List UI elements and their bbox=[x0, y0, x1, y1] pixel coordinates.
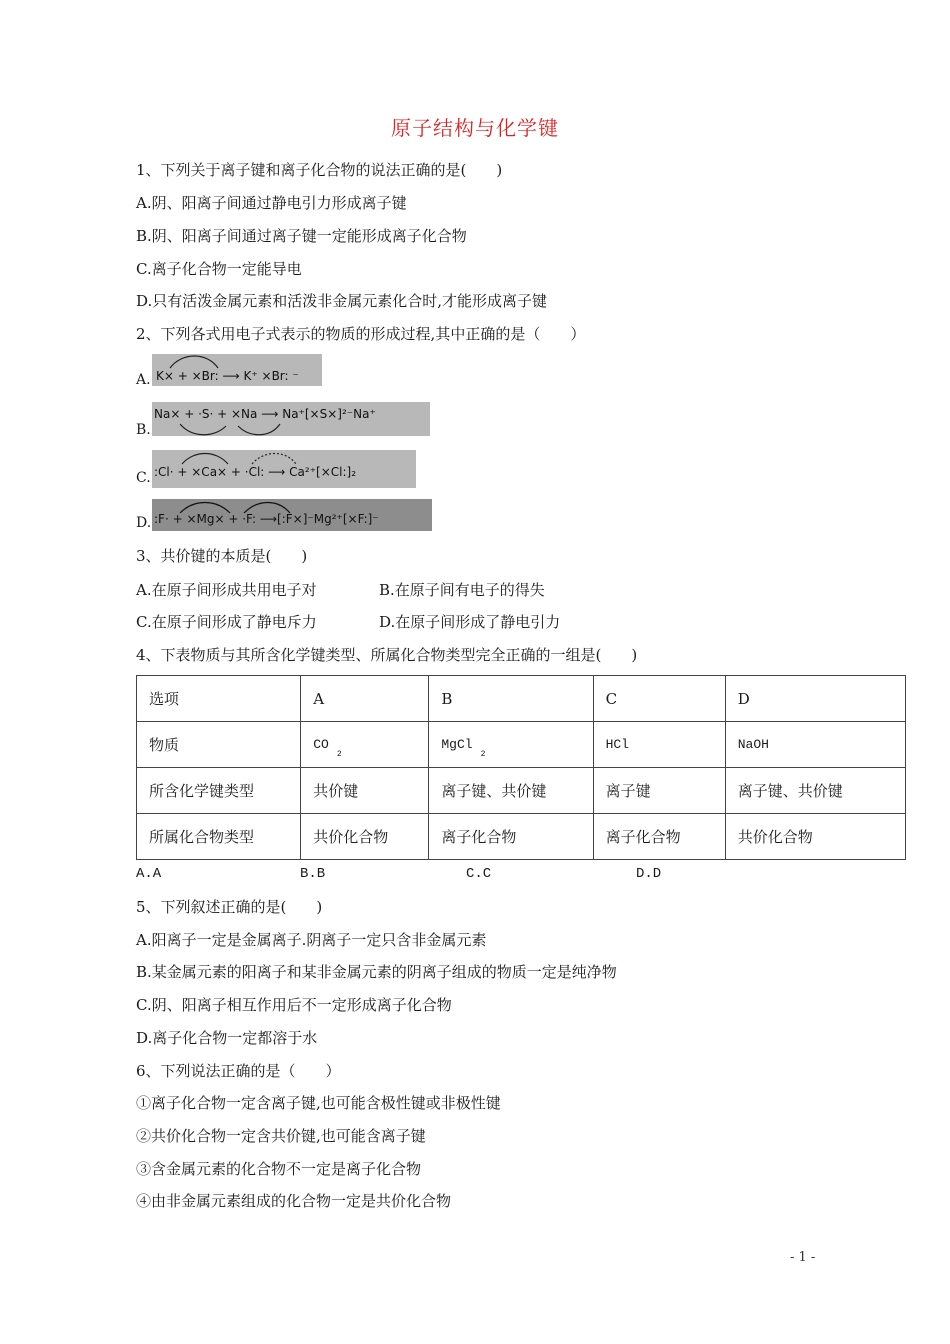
table-cell: C bbox=[593, 676, 725, 722]
q2-figure-b-text: Na× + ·S· + ×Na ⟶ Na⁺[×S×]²⁻Na⁺ bbox=[154, 407, 376, 421]
table-cell: 离子键 bbox=[593, 768, 725, 814]
table-cell: 共价化合物 bbox=[301, 814, 429, 860]
q3-option-c: C.在原子间形成了静电斥力 bbox=[136, 613, 317, 631]
table-cell: B bbox=[429, 676, 593, 722]
q4-stem: 4、下表物质与其所含化学键类型、所属化合物类型完全正确的一组是( ) bbox=[136, 646, 638, 664]
q2-figure-b bbox=[152, 402, 430, 436]
q2-figure-d-text: :F· + ×Mg× + ·F: ⟶[:F×]⁻Mg²⁺[×F:]⁻ bbox=[154, 512, 379, 526]
table-cell: 离子键、共价键 bbox=[429, 768, 593, 814]
q3-stem: 3、共价键的本质是( ) bbox=[136, 547, 308, 565]
table-cell: D bbox=[725, 676, 905, 722]
table-cell-formula bbox=[429, 722, 593, 768]
q2-label-a: A. bbox=[136, 372, 151, 388]
table-cell: HCl bbox=[593, 722, 725, 768]
q1-option-a: A.阴、阳离子间通过静电引力形成离子键 bbox=[136, 194, 407, 212]
q6-statement-1: ①离子化合物一定含离子键,也可能含极性键或非极性键 bbox=[136, 1094, 501, 1112]
table-cell: NaOH bbox=[725, 722, 905, 768]
table-cell: 所含化学键类型 bbox=[137, 768, 301, 814]
q3-option-d: D.在原子间形成了静电引力 bbox=[379, 613, 561, 631]
table-cell: 所属化合物类型 bbox=[137, 814, 301, 860]
table-cell: 离子键、共价键 bbox=[725, 768, 905, 814]
table-row bbox=[137, 768, 906, 814]
table-row bbox=[137, 676, 906, 722]
q4-option-c: C.C bbox=[466, 866, 492, 882]
q1-option-c: C.离子化合物一定能导电 bbox=[136, 260, 302, 278]
table-cell: 物质 bbox=[137, 722, 301, 768]
q3-option-b: B.在原子间有电子的得失 bbox=[379, 581, 545, 599]
q5-option-c: C.阴、阳离子相互作用后不一定形成离子化合物 bbox=[136, 996, 452, 1014]
formula-mgcl: MgCl bbox=[441, 737, 473, 752]
q2-figure-c-text: :Cl· + ×Ca× + ·Cl: ⟶ Ca²⁺[×Cl:]₂ bbox=[154, 465, 357, 479]
table-cell-formula bbox=[301, 722, 429, 768]
q2-label-c: C. bbox=[136, 470, 151, 486]
table-row bbox=[137, 722, 906, 768]
q1-option-d: D.只有活泼金属元素和活泼非金属元素化合时,才能形成离子键 bbox=[136, 292, 548, 310]
formula-co: CO bbox=[313, 737, 329, 752]
q4-table bbox=[136, 675, 906, 860]
table-cell: 共价键 bbox=[301, 768, 429, 814]
page-number: - 1 - bbox=[790, 1250, 816, 1265]
q6-stem: 6、下列说法正确的是（ ） bbox=[136, 1062, 341, 1080]
table-cell: 离子化合物 bbox=[593, 814, 725, 860]
q2-figure-c bbox=[152, 450, 416, 488]
q5-option-d: D.离子化合物一定都溶于水 bbox=[136, 1029, 318, 1047]
table-cell: A bbox=[301, 676, 429, 722]
q6-statement-3: ③含金属元素的化合物不一定是离子化合物 bbox=[136, 1160, 422, 1178]
q4-option-a: A.A bbox=[136, 866, 162, 882]
q2-label-d: D. bbox=[136, 515, 152, 531]
q2-label-b: B. bbox=[136, 422, 151, 438]
q5-stem: 5、下列叙述正确的是( ) bbox=[136, 898, 323, 916]
formula-subscript: 2 bbox=[336, 750, 342, 759]
q1-stem: 1、下列关于离子键和离子化合物的说法正确的是( ) bbox=[136, 161, 503, 179]
q2-figure-d bbox=[152, 499, 432, 531]
q4-option-b: B.B bbox=[300, 866, 326, 882]
q1-option-b: B.阴、阳离子间通过离子键一定能形成离子化合物 bbox=[136, 227, 467, 245]
table-row bbox=[137, 814, 906, 860]
formula-subscript: 2 bbox=[480, 750, 486, 759]
table-cell: 共价化合物 bbox=[725, 814, 905, 860]
q3-option-a: A.在原子间形成共用电子对 bbox=[136, 581, 317, 599]
table-cell: 选项 bbox=[137, 676, 301, 722]
q2-figure-a bbox=[152, 354, 322, 386]
q6-statement-2: ②共价化合物一定含共价键,也可能含离子键 bbox=[136, 1127, 426, 1145]
q6-statement-4: ④由非金属元素组成的化合物一定是共价化合物 bbox=[136, 1192, 452, 1210]
q2-stem: 2、下列各式用电子式表示的物质的形成过程,其中正确的是（ ） bbox=[136, 325, 586, 343]
q4-option-d: D.D bbox=[636, 866, 662, 882]
table-cell: 离子化合物 bbox=[429, 814, 593, 860]
q2-figure-a-text: K× + ×Br: ⟶ K⁺ ×Br: ⁻ bbox=[156, 369, 299, 383]
page-title: 原子结构与化学键 bbox=[391, 116, 559, 140]
q5-option-b: B.某金属元素的阳离子和某非金属元素的阴离子组成的物质一定是纯净物 bbox=[136, 963, 617, 981]
q5-option-a: A.阳离子一定是金属离子.阴离子一定只含非金属元素 bbox=[136, 931, 487, 949]
